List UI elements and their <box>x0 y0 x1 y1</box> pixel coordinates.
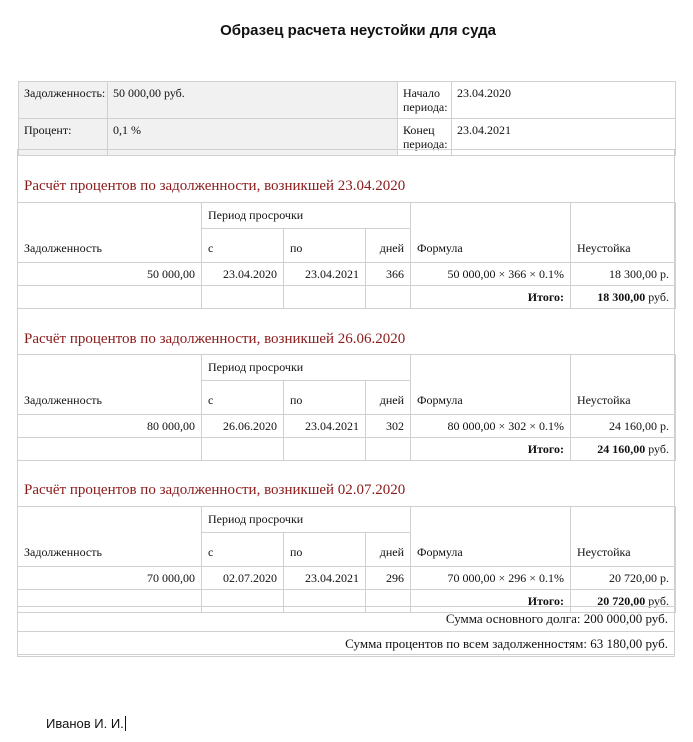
cell-to: 23.04.2021 <box>284 263 366 286</box>
cell-formula: 50 000,00 × 366 × 0.1% <box>411 263 571 286</box>
column-header-formula: Формула <box>411 507 571 567</box>
total-unit: руб. <box>645 289 670 304</box>
cell-days: 366 <box>366 263 411 286</box>
summary-row <box>18 632 675 657</box>
cell-penalty: 20 720,00 р. <box>571 567 676 590</box>
total-unit: руб. <box>645 441 670 456</box>
empty-cell <box>202 286 284 309</box>
total-value <box>571 438 676 461</box>
column-header-debt: Задолженность <box>18 355 202 415</box>
column-header-days: дней <box>366 229 411 263</box>
principal-sum: Сумма основного долга: 200 000,00 руб. <box>18 607 675 632</box>
table-row <box>18 415 676 438</box>
cell-days: 296 <box>366 567 411 590</box>
column-header-to: по <box>284 533 366 567</box>
total-label: Итого: <box>411 590 571 613</box>
total-row <box>18 286 676 309</box>
start-label: Начало периода: <box>398 82 452 119</box>
section-title: Расчёт процентов по задолженности, возникшей 23.04.2020 <box>24 178 406 194</box>
section-title: Расчёт процентов по задолженности, возникшей 02.07.2020 <box>24 482 406 498</box>
table-row <box>18 203 676 229</box>
summary-table <box>17 606 675 657</box>
cell-formula: 80 000,00 × 302 × 0.1% <box>411 415 571 438</box>
total-amount: 20 720,00 <box>597 593 646 608</box>
column-header-debt: Задолженность <box>18 203 202 263</box>
cell-debt: 50 000,00 <box>18 263 202 286</box>
cell-penalty: 24 160,00 р. <box>571 415 676 438</box>
total-label: Итого: <box>411 286 571 309</box>
cell-from: 26.06.2020 <box>202 415 284 438</box>
empty-cell <box>18 286 202 309</box>
column-header-days: дней <box>366 533 411 567</box>
empty-cell <box>366 438 411 461</box>
summary-row <box>18 607 675 632</box>
column-header-penalty: Неустойка <box>571 203 676 263</box>
column-header-penalty: Неустойка <box>571 355 676 415</box>
total-value <box>571 286 676 309</box>
page-title: Образец расчета неустойки для суда <box>220 22 496 39</box>
end-value: 23.04.2021 <box>452 119 676 156</box>
end-label: Конец периода: <box>398 119 452 156</box>
cell-debt: 80 000,00 <box>18 415 202 438</box>
debt-label: Задолженность: <box>19 82 108 119</box>
total-label: Итого: <box>411 438 571 461</box>
cell-from: 23.04.2020 <box>202 263 284 286</box>
table-row <box>18 507 676 533</box>
rate-label: Процент: <box>19 119 108 156</box>
empty-cell <box>202 438 284 461</box>
cell-debt: 70 000,00 <box>18 567 202 590</box>
signature-text: Иванов И. И. <box>46 716 124 731</box>
empty-cell <box>366 286 411 309</box>
total-amount: 24 160,00 <box>597 441 646 456</box>
text-caret <box>125 716 126 731</box>
cell-days: 302 <box>366 415 411 438</box>
column-header-period: Период просрочки <box>202 355 411 381</box>
column-header-to: по <box>284 229 366 263</box>
cell-formula: 70 000,00 × 296 × 0.1% <box>411 567 571 590</box>
empty-cell <box>18 438 202 461</box>
calc-table <box>17 506 676 613</box>
interest-sum: Сумма процентов по всем задолженностям: 63 180,00 руб. <box>18 632 675 657</box>
rate-value: 0,1 % <box>108 119 398 156</box>
section-title: Расчёт процентов по задолженности, возникшей 26.06.2020 <box>24 331 406 347</box>
calc-table <box>17 202 676 309</box>
column-header-to: по <box>284 381 366 415</box>
column-header-formula: Формула <box>411 355 571 415</box>
total-unit: руб. <box>645 593 670 608</box>
total-row <box>18 438 676 461</box>
column-header-formula: Формула <box>411 203 571 263</box>
column-header-days: дней <box>366 381 411 415</box>
table-row <box>18 355 676 381</box>
debt-value: 50 000,00 руб. <box>108 82 398 119</box>
total-amount: 18 300,00 <box>597 289 646 304</box>
empty-cell <box>284 438 366 461</box>
header-table <box>18 81 676 156</box>
start-value: 23.04.2020 <box>452 82 676 119</box>
signature-field[interactable] <box>46 716 126 731</box>
column-header-from: с <box>202 381 284 415</box>
column-header-period: Период просрочки <box>202 507 411 533</box>
cell-to: 23.04.2021 <box>284 415 366 438</box>
column-header-penalty: Неустойка <box>571 507 676 567</box>
header-row-1 <box>19 82 676 119</box>
cell-to: 23.04.2021 <box>284 567 366 590</box>
column-header-debt: Задолженность <box>18 507 202 567</box>
calc-table <box>17 354 676 461</box>
cell-from: 02.07.2020 <box>202 567 284 590</box>
cell-penalty: 18 300,00 р. <box>571 263 676 286</box>
table-row <box>18 263 676 286</box>
column-header-from: с <box>202 229 284 263</box>
table-row <box>18 567 676 590</box>
empty-cell <box>284 286 366 309</box>
column-header-period: Период просрочки <box>202 203 411 229</box>
column-header-from: с <box>202 533 284 567</box>
